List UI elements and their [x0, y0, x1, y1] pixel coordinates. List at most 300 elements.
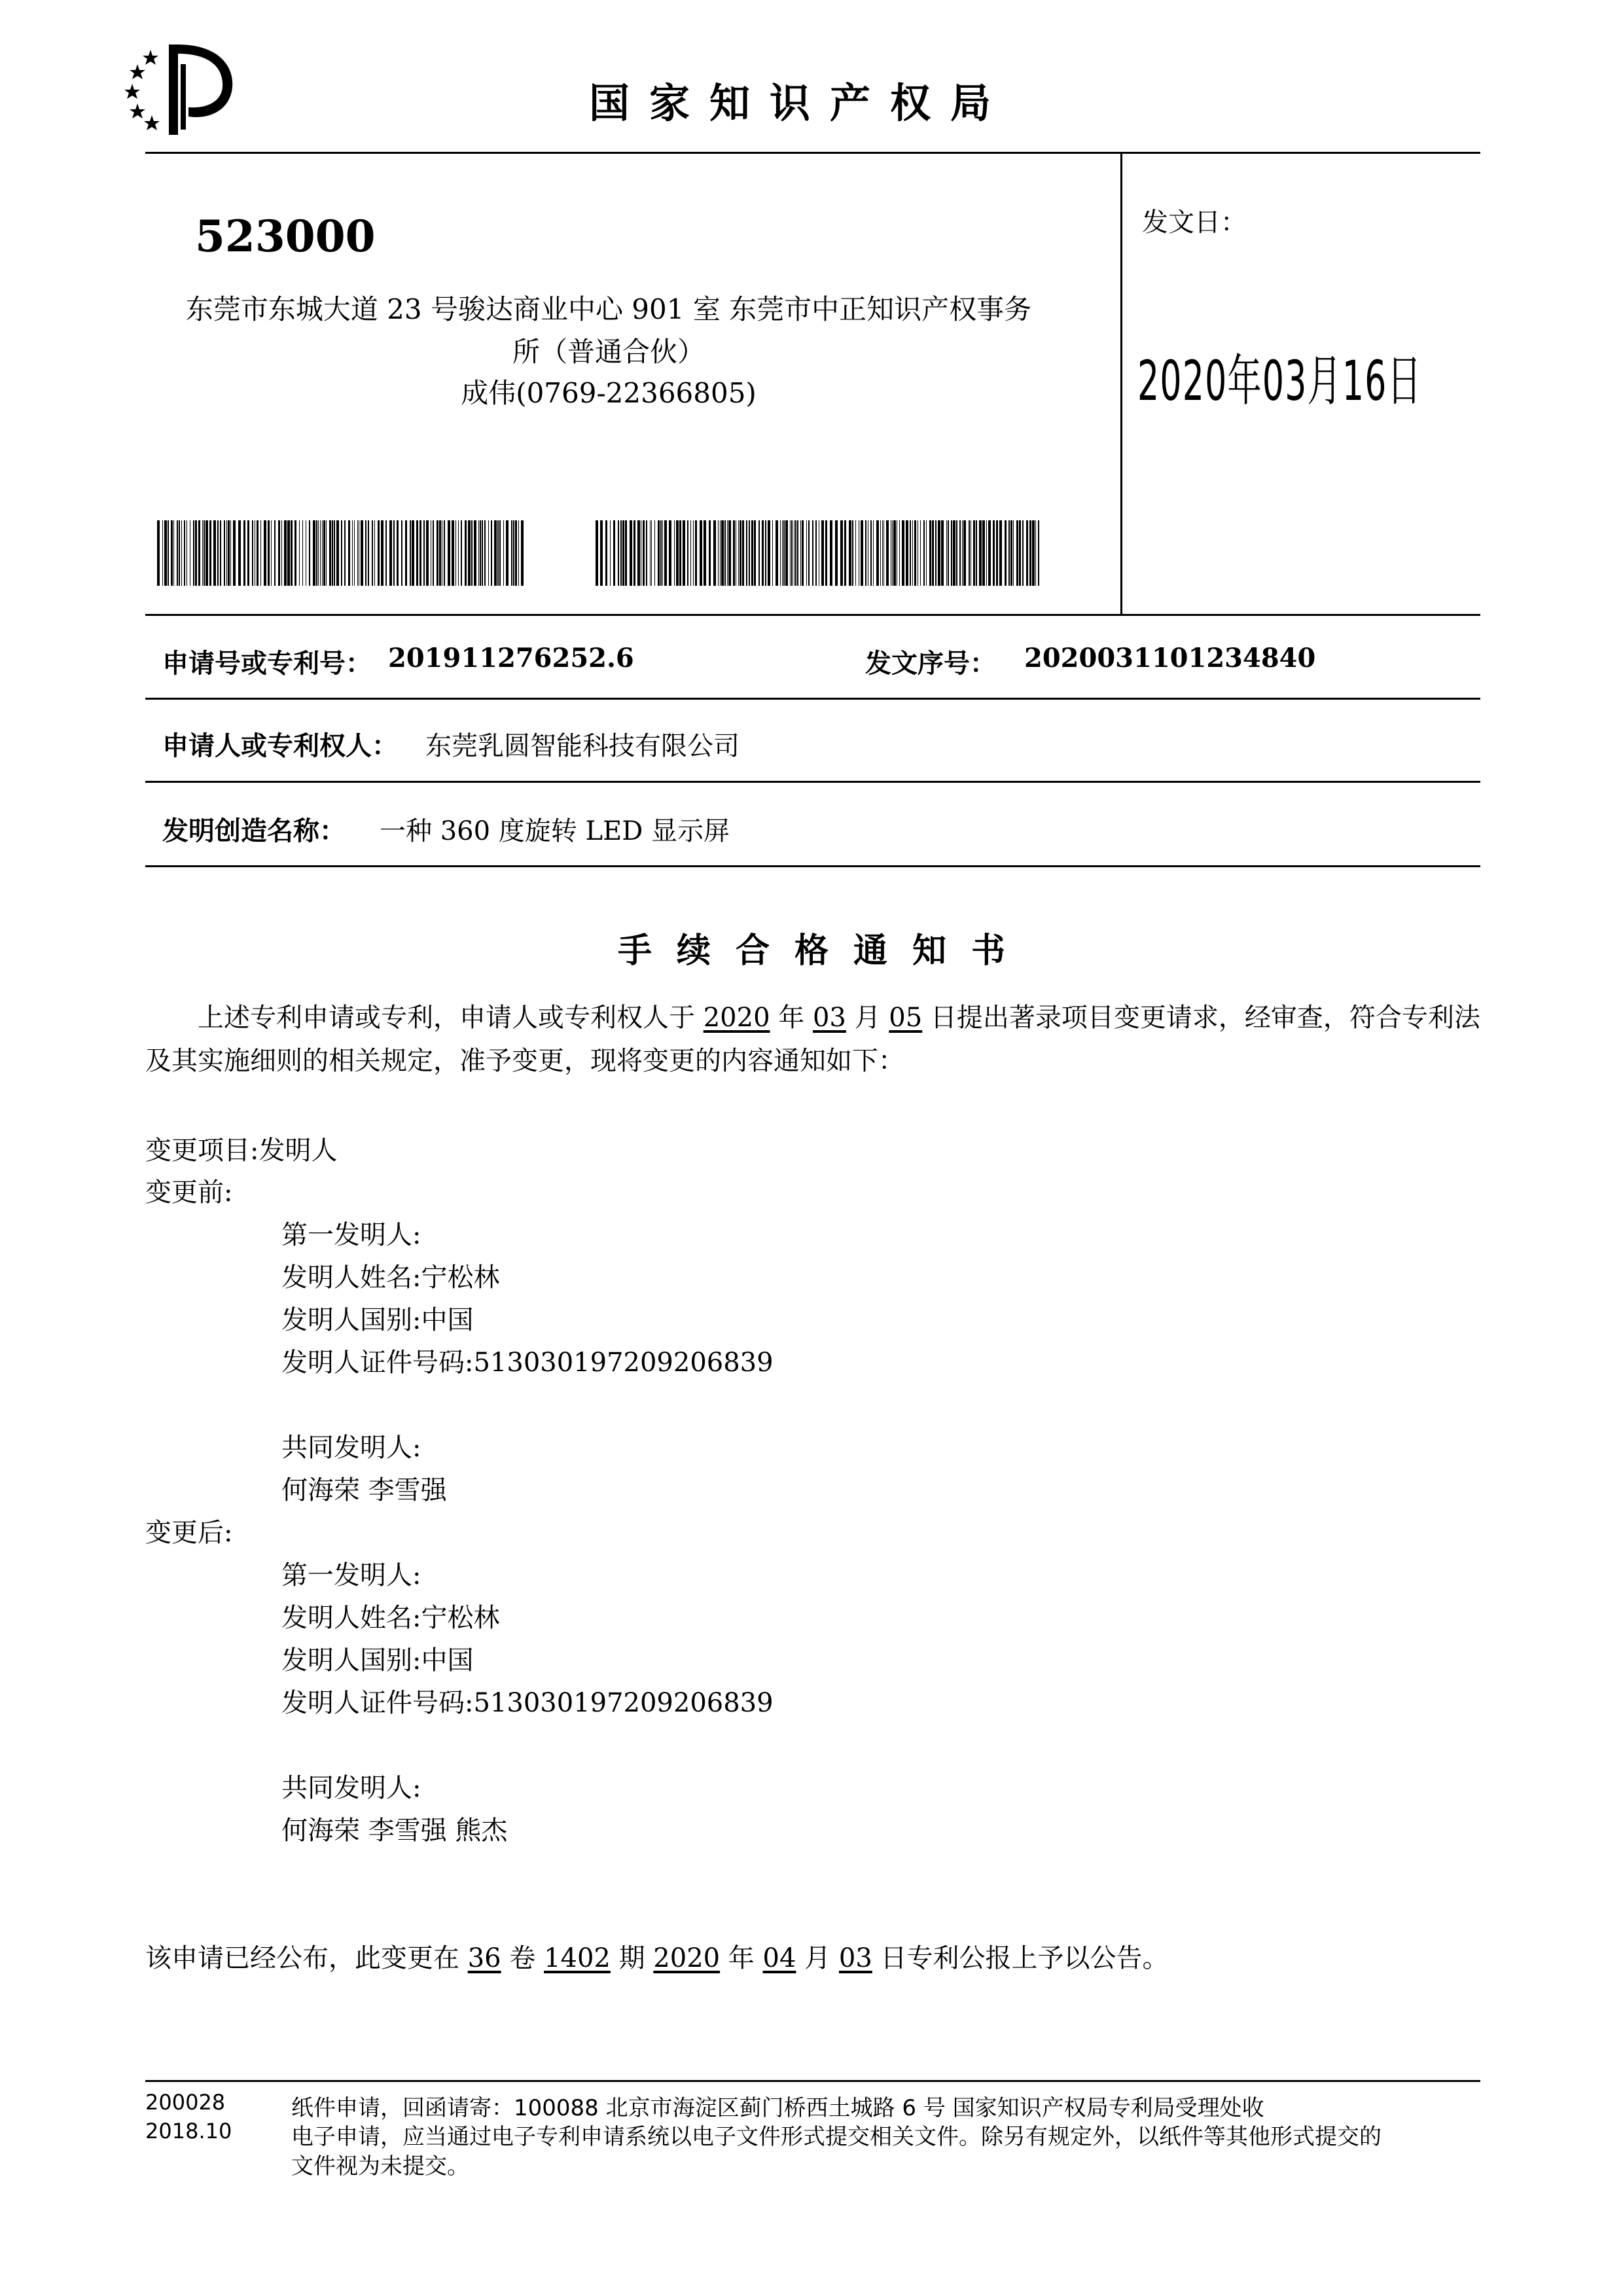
intro-text: 年: [770, 1003, 813, 1033]
header-rule: [145, 152, 1480, 154]
barcode-bar: [455, 520, 456, 586]
barcode-bar: [865, 520, 866, 586]
barcode-bar: [281, 520, 282, 586]
barcode-bar: [600, 520, 603, 586]
barcode-bar: [687, 520, 688, 586]
barcode-bar: [751, 520, 753, 586]
barcode-bar: [620, 520, 622, 586]
barcode-bar: [637, 520, 640, 586]
barcode-bar: [173, 520, 174, 586]
barcode-bar: [515, 520, 517, 586]
barcode-bar: [959, 520, 961, 586]
barcode-bar: [797, 520, 798, 586]
barcode-bar: [785, 520, 788, 586]
barcode-bar: [171, 520, 173, 586]
barcode-bar: [497, 520, 499, 586]
invention-title-label: 发明创造名称：: [162, 816, 346, 846]
before-inventor-name: 发明人姓名:宁松林: [281, 1263, 500, 1293]
barcode-bar: [247, 520, 249, 586]
barcode-bar: [951, 520, 952, 586]
barcode-bar: [906, 520, 908, 586]
barcode-bar: [162, 520, 163, 586]
form-version: 2018.10: [145, 2119, 232, 2144]
dispatch-date-label: 发文日：: [1142, 207, 1247, 238]
barcode-bar: [480, 520, 481, 586]
barcode-bar: [899, 520, 900, 586]
barcode-bar: [389, 520, 392, 586]
barcode-bar: [217, 520, 219, 586]
barcode-bar: [336, 520, 339, 586]
gazette-volume: 36: [467, 1943, 501, 1973]
barcode-bar: [742, 520, 744, 586]
publish-text: 年: [720, 1943, 763, 1973]
barcode-bar: [746, 520, 747, 586]
barcode-bar: [646, 520, 647, 586]
barcode-bar: [718, 520, 719, 586]
barcode-bar: [521, 520, 524, 586]
barcode-bar: [762, 520, 764, 586]
barcode-bar: [357, 520, 358, 586]
before-co-inventor-label: 共同发明人:: [281, 1433, 421, 1463]
barcode-bar: [986, 520, 987, 586]
barcode-bar: [982, 520, 985, 586]
barcode-bar: [669, 520, 671, 586]
form-code: 200028: [145, 2090, 226, 2115]
fields-top-rule: [145, 614, 1480, 616]
barcode-bar: [344, 520, 346, 586]
barcode-bar: [973, 520, 975, 586]
barcode-bar: [334, 520, 335, 586]
barcode-bar: [855, 520, 856, 586]
barcode-bar: [1005, 520, 1007, 586]
barcode-bar: [844, 520, 846, 586]
notice-title: 手续合格通知书: [617, 931, 1030, 971]
barcode-bar: [410, 520, 411, 586]
barcode-bar: [506, 520, 508, 586]
barcode-bar: [419, 520, 421, 586]
barcode-bar: [704, 520, 706, 586]
barcode-bar: [177, 520, 178, 586]
barcode-bar: [633, 520, 635, 586]
before-inventor-country: 发明人国别:中国: [281, 1305, 474, 1335]
barcode-bar: [683, 520, 685, 586]
barcode-bar: [168, 520, 169, 586]
barcode-bar: [835, 520, 838, 586]
barcode-bar: [320, 520, 321, 586]
notice-intro-paragraph: [145, 996, 1480, 1083]
barcode-bar: [733, 520, 735, 586]
barcode-right: [596, 520, 1041, 586]
barcode-bar: [437, 520, 438, 586]
barcode-bar: [727, 520, 728, 586]
barcode-bar: [205, 520, 208, 586]
barcode-bar: [768, 520, 770, 586]
barcode-bar: [886, 520, 889, 586]
publish-text: 月: [796, 1943, 839, 1973]
barcode-bar: [209, 520, 211, 586]
barcode-bar: [695, 520, 697, 586]
barcode-bar: [754, 520, 756, 586]
dispatch-serial: 2020031101234840: [1024, 643, 1316, 673]
barcode-bar: [491, 520, 492, 586]
barcode-bar: [728, 520, 731, 586]
barcode-bar: [226, 520, 227, 586]
barcode-bar: [368, 520, 369, 586]
barcode-bar: [412, 520, 414, 586]
barcode-bar: [849, 520, 851, 586]
barcode-bar: [693, 520, 694, 586]
barcode-bar: [448, 520, 450, 586]
barcode-bar: [795, 520, 796, 586]
barcode-bar: [488, 520, 489, 586]
intro-text: 月: [846, 1003, 889, 1033]
barcode-bar: [946, 520, 947, 586]
rule-3: [145, 865, 1480, 867]
date-column-divider: [1120, 152, 1122, 615]
barcode-bar: [1022, 520, 1024, 586]
gazette-month: 04: [762, 1943, 796, 1973]
agency-name: 国家知识产权局: [589, 79, 1011, 127]
barcode-bar: [676, 520, 679, 586]
publish-text: 期: [610, 1943, 654, 1973]
barcode-bar: [1010, 520, 1012, 586]
address-line-1: 东莞市东城大道 23 号骏达商业中心 901 室 东莞市中正知识产权事务: [185, 293, 1032, 325]
barcode-bar: [882, 520, 883, 586]
barcode-bar: [873, 520, 874, 586]
after-label: 变更后:: [145, 1518, 233, 1548]
barcode-bar: [861, 520, 863, 586]
after-inventor-name: 发明人姓名:宁松林: [281, 1603, 500, 1633]
barcode-bar: [910, 520, 911, 586]
barcode-bar: [204, 520, 205, 586]
barcode-bar: [503, 520, 504, 586]
barcode-bar: [416, 520, 418, 586]
barcode-bar: [1029, 520, 1031, 586]
barcode-bar: [976, 520, 977, 586]
publish-text: 该申请已经公布，此变更在: [145, 1943, 468, 1973]
barcode-bar: [790, 520, 791, 586]
barcode-bar: [880, 520, 881, 586]
barcode-bar: [956, 520, 957, 586]
barcode-bar: [815, 520, 817, 586]
barcode-bar: [941, 520, 944, 586]
barcode-bar: [806, 520, 807, 586]
barcode-bar: [783, 520, 785, 586]
barcode-bar: [465, 520, 467, 586]
barcode-bar: [876, 520, 879, 586]
barcode-bar: [378, 520, 380, 586]
barcode-bar: [381, 520, 383, 586]
barcode-bar: [926, 520, 927, 586]
barcode-bar: [825, 520, 827, 586]
barcode-bar: [372, 520, 373, 586]
barcode-bar: [700, 520, 702, 586]
barcode-bar: [963, 520, 966, 586]
barcode-bar: [284, 520, 287, 586]
barcode-bar: [1026, 520, 1028, 586]
barcode-bar: [439, 520, 441, 586]
barcode-bar: [361, 520, 363, 586]
barcode-bar: [478, 520, 479, 586]
barcode-bar: [423, 520, 425, 586]
barcode-bar: [230, 520, 231, 586]
barcode-bar: [213, 520, 216, 586]
gazette-day: 03: [838, 1943, 872, 1973]
barcode-bar: [202, 520, 203, 586]
application-number-label: 申请号或专利号：: [162, 648, 372, 679]
barcode-bar: [341, 520, 342, 586]
barcode-bar: [233, 520, 236, 586]
barcode-bar: [674, 520, 675, 586]
barcode-bar: [458, 520, 459, 586]
barcode-bar: [181, 520, 182, 586]
barcode-bar: [724, 520, 726, 586]
barcode-bar: [1008, 520, 1010, 586]
invention-title: 一种 360 度旋转 LED 显示屏: [380, 816, 730, 846]
gazette-issue: 1402: [544, 1943, 611, 1973]
barcode-bar: [518, 520, 519, 586]
barcode-bar: [721, 520, 724, 586]
barcode-bar: [257, 520, 259, 586]
barcode-bar: [852, 520, 853, 586]
barcode-bar: [302, 520, 303, 586]
barcode-bar: [184, 520, 185, 586]
barcode-bar: [352, 520, 353, 586]
before-label: 变更前:: [145, 1177, 233, 1208]
barcode-bar: [484, 520, 486, 586]
barcode-bar: [596, 520, 598, 586]
barcode-bar: [720, 520, 721, 586]
barcode-bar: [893, 520, 896, 586]
intro-text: 上述专利申请或专利，申请人或专利权人于: [198, 1003, 704, 1033]
barcode-bar: [238, 520, 241, 586]
barcode-bar: [613, 520, 615, 586]
barcode-bar: [912, 520, 913, 586]
after-inventor-id: 发明人证件号码:513030197209206839: [281, 1688, 774, 1718]
barcode-bar: [329, 520, 331, 586]
barcode-bar: [938, 520, 940, 586]
dispatch-date: 2020年03月16日: [1137, 349, 1422, 413]
request-year: 2020: [703, 1003, 770, 1033]
barcode-bar: [179, 520, 180, 586]
barcode-bar: [224, 520, 225, 586]
barcode-bar: [932, 520, 934, 586]
barcode-bar: [274, 520, 276, 586]
barcode-bar: [326, 520, 327, 586]
barcode-bar: [953, 520, 955, 586]
barcode-left: [157, 520, 524, 586]
barcode-bar: [749, 520, 750, 586]
barcode-bar: [664, 520, 667, 586]
barcode-bar: [902, 520, 904, 586]
cnipa-logo: [118, 38, 242, 136]
publish-text: 日专利公报上予以公告。: [872, 1943, 1169, 1973]
barcode-bar: [625, 520, 627, 586]
barcode-bar: [164, 520, 167, 586]
barcode-bar: [776, 520, 778, 586]
barcode-bar: [892, 520, 893, 586]
barcode-bar: [157, 520, 160, 586]
barcode-bar: [713, 520, 716, 586]
barcode-bar: [1016, 520, 1018, 586]
barcode-bar: [220, 520, 221, 586]
barcode-bar: [660, 520, 662, 586]
barcode-bar: [228, 520, 230, 586]
barcode-bar: [999, 520, 1002, 586]
barcode-bar: [511, 520, 512, 586]
barcode-bar: [309, 520, 310, 586]
after-first-inventor-label: 第一发明人:: [281, 1560, 421, 1590]
barcode-bar: [914, 520, 916, 586]
rule-1: [145, 698, 1480, 700]
electronic-filing-note: 电子申请，应当通过电子专利申请系统以电子文件形式提交相关文件。除另有规定外，以纸件等其他形式提交的: [291, 2124, 1382, 2150]
applicant-label: 申请人或专利权人：: [162, 730, 398, 761]
barcode-bar: [610, 520, 611, 586]
barcode-bar: [740, 520, 741, 586]
barcode-bar: [618, 520, 619, 586]
barcode-bar: [923, 520, 925, 586]
barcode-bar: [322, 520, 323, 586]
barcode-bar: [935, 520, 936, 586]
barcode-bar: [840, 520, 843, 586]
barcode-bar: [709, 520, 711, 586]
barcode-bar: [198, 520, 200, 586]
barcode-bar: [294, 520, 296, 586]
barcode-bar: [802, 520, 804, 586]
barcode-bar: [690, 520, 691, 586]
barcode-bar: [426, 520, 429, 586]
rule-2: [145, 781, 1480, 783]
barcode-bar: [348, 520, 350, 586]
barcode-bar: [883, 520, 884, 586]
paper-filing-note: 纸件申请，回函请寄：100088 北京市海淀区蓟门桥西土城路 6 号 国家知识产权局专利局受理处收: [291, 2095, 1264, 2121]
intro-text: 日提出著录项目变更请求，经审查，符合专利法及其实施细则的相关规定，准予变更，现将变更的内容通知如下：: [145, 1003, 1480, 1076]
barcode-bar: [316, 520, 317, 586]
barcode-bar: [318, 520, 319, 586]
barcode-bar: [299, 520, 300, 586]
barcode-bar: [252, 520, 253, 586]
barcode-bar: [444, 520, 445, 586]
barcode-bar: [812, 520, 813, 586]
request-month: 03: [812, 1003, 846, 1033]
barcode-bar: [468, 520, 471, 586]
barcode-bar: [929, 520, 931, 586]
barcode-bar: [397, 520, 399, 586]
barcode-bar: [271, 520, 272, 586]
barcode-bar: [791, 520, 793, 586]
barcode-bar: [993, 520, 995, 586]
barcode-bar: [494, 520, 497, 586]
barcode-bar: [482, 520, 483, 586]
after-inventor-country: 发明人国别:中国: [281, 1645, 474, 1676]
before-inventor-id: 发明人证件号码:513030197209206839: [281, 1348, 774, 1378]
barcode-bar: [658, 520, 660, 586]
barcode-bar: [393, 520, 395, 586]
barcode-bar: [264, 520, 266, 586]
barcode-bar: [830, 520, 832, 586]
publish-text: 卷: [501, 1943, 544, 1973]
barcode-bar: [452, 520, 454, 586]
barcode-bar: [374, 520, 375, 586]
postcode: 523000: [195, 211, 376, 262]
barcode-bar: [461, 520, 462, 586]
barcode-bar: [605, 520, 607, 586]
barcode-bar: [962, 520, 963, 586]
after-co-inventor-label: 共同发明人:: [281, 1773, 421, 1803]
barcode-bar: [1019, 520, 1021, 586]
barcode-bar: [920, 520, 921, 586]
applicant-name: 东莞乳圆智能科技有限公司: [425, 731, 740, 761]
barcode-bar: [870, 520, 872, 586]
barcode-bar: [643, 520, 645, 586]
barcode-bar: [758, 520, 760, 586]
barcode-bar: [738, 520, 739, 586]
footer-rule: [145, 2080, 1480, 2082]
barcode-bar: [385, 520, 387, 586]
before-co-inventors: 何海荣 李雪强: [281, 1475, 447, 1505]
barcode-bar: [772, 520, 773, 586]
barcode-bar: [499, 520, 501, 586]
barcode-bar: [765, 520, 766, 586]
application-number: 201911276252.6: [388, 643, 634, 673]
barcode-bar: [1038, 520, 1039, 586]
barcode-bar: [405, 520, 407, 586]
barcode-bar: [650, 520, 651, 586]
barcode-bar: [323, 520, 325, 586]
barcode-bar: [948, 520, 949, 586]
barcode-bar: [401, 520, 402, 586]
barcode-bar: [193, 520, 194, 586]
barcode-bar: [1013, 520, 1014, 586]
barcode-bar: [622, 520, 624, 586]
barcode-bar: [679, 520, 681, 586]
barcode-bar: [332, 520, 333, 586]
barcode-bar: [969, 520, 970, 586]
barcode-bar: [996, 520, 998, 586]
barcode-bar: [268, 520, 270, 586]
barcode-bar: [354, 520, 355, 586]
barcode-bar: [260, 520, 261, 586]
barcode-bar: [291, 520, 293, 586]
gazette-year: 2020: [653, 1943, 721, 1973]
barcode-bar: [808, 520, 810, 586]
electronic-filing-note-cont: 文件视为未提交。: [291, 2153, 469, 2179]
dispatch-serial-label: 发文序号：: [865, 648, 996, 679]
barcode-bar: [1035, 520, 1036, 586]
contact-person: 成伟(0769-22366805): [461, 377, 757, 409]
barcode-bar: [821, 520, 824, 586]
barcode-bar: [780, 520, 781, 586]
barcode-bar: [651, 520, 652, 586]
barcode-bar: [433, 520, 434, 586]
before-first-inventor-label: 第一发明人:: [281, 1220, 421, 1250]
address-line-2: 所（普通合伙）: [512, 336, 705, 368]
barcode-bar: [782, 520, 783, 586]
barcode-bar: [365, 520, 366, 586]
barcode-bar: [313, 520, 315, 586]
barcode-bar: [243, 520, 245, 586]
publication-statement: [145, 1937, 1169, 1975]
barcode-bar: [630, 520, 632, 586]
barcode-bar: [654, 520, 655, 586]
barcode-bar: [471, 520, 473, 586]
barcode-bar: [195, 520, 197, 586]
change-item: 变更项目:发明人: [145, 1136, 338, 1166]
barcode-bar: [287, 520, 290, 586]
barcode-bar: [979, 520, 982, 586]
barcode-bar: [800, 520, 801, 586]
barcode-bar: [1032, 520, 1035, 586]
